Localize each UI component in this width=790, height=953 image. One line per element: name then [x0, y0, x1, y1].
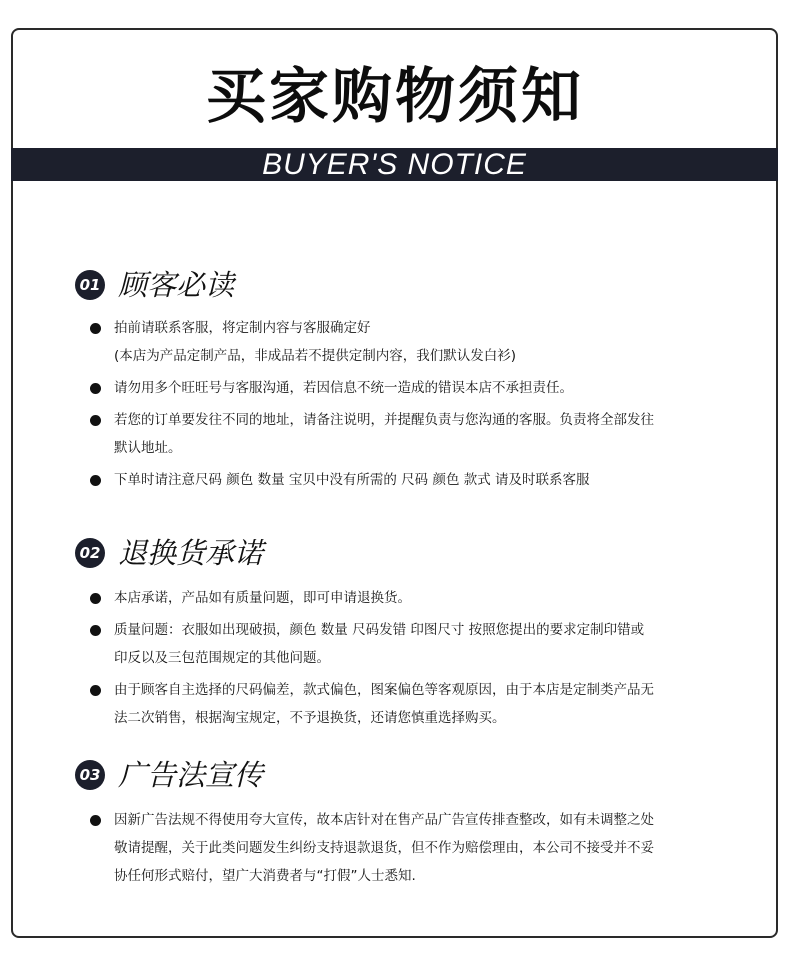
section-number-badge: 03 — [75, 760, 105, 790]
title-banner — [11, 148, 778, 181]
item-text: 印反以及三包范围规定的其他问题。 — [114, 650, 330, 666]
item-text: 协任何形式赔付，望广大消费者与“打假”人士悉知. — [114, 868, 416, 884]
bullet-icon — [90, 815, 101, 826]
section-title: 退换货承诺 — [118, 536, 264, 570]
item-text: 法二次销售，根据淘宝规定，不予退换货，还请您慎重选择购买。 — [114, 710, 506, 726]
section-number-badge: 02 — [75, 538, 105, 568]
item-text: 拍前请联系客服，将定制内容与客服确定好 — [114, 320, 371, 336]
list-item — [90, 374, 735, 402]
list-item — [90, 406, 735, 462]
list-item — [90, 676, 735, 732]
item-text: 敬请提醒，关于此类问题发生纠纷支持退款退货，但不作为赔偿理由，本公司不接受并不妥 — [114, 840, 654, 856]
list-item — [90, 806, 735, 890]
item-text: 默认地址。 — [114, 440, 182, 456]
item-text: 请勿用多个旺旺号与客服沟通，若因信息不统一造成的错误本店不承担责任。 — [114, 380, 573, 396]
item-text: (本店为产品定制产品，非成品若不提供定制内容，我们默认发白衫) — [114, 348, 517, 364]
bullet-icon — [90, 415, 101, 426]
bullet-icon — [90, 685, 101, 696]
item-text: 若您的订单要发往不同的地址，请备注说明，并提醒负责与您沟通的客服。负责将全部发往 — [114, 412, 654, 428]
item-text: 由于顾客自主选择的尺码偏差，款式偏色，图案偏色等客观原因，由于本店是定制类产品无 — [114, 682, 654, 698]
section-1-list — [90, 314, 735, 498]
item-text: 质量问题：衣服如出现破损，颜色 数量 尺码发错 印图尺寸 按照您提出的要求定制印错或 — [114, 622, 645, 638]
section-title: 顾客必读 — [118, 268, 235, 302]
item-text: 本店承诺，产品如有质量问题，即可申请退换货。 — [114, 590, 411, 606]
section-2-list — [90, 584, 735, 736]
bullet-icon — [90, 625, 101, 636]
section-number-badge: 01 — [75, 270, 105, 300]
list-item — [90, 584, 735, 612]
list-item — [90, 314, 735, 370]
list-item — [90, 466, 735, 494]
bullet-icon — [90, 383, 101, 394]
banner-text: BUYER'S NOTICE — [262, 148, 527, 181]
item-text: 因新广告法规不得使用夸大宣传，故本店针对在售产品广告宣传排查整改，如有未调整之处 — [114, 812, 654, 828]
bullet-icon — [90, 593, 101, 604]
section-title: 广告法宣传 — [118, 758, 264, 792]
list-item — [90, 616, 735, 672]
item-text: 下单时请注意尺码 颜色 数量 宝贝中没有所需的 尺码 颜色 款式 请及时联系客服 — [114, 472, 590, 488]
section-3-list — [90, 806, 735, 894]
bullet-icon — [90, 475, 101, 486]
bullet-icon — [90, 323, 101, 334]
page-title: 买家购物须知 — [206, 62, 584, 132]
